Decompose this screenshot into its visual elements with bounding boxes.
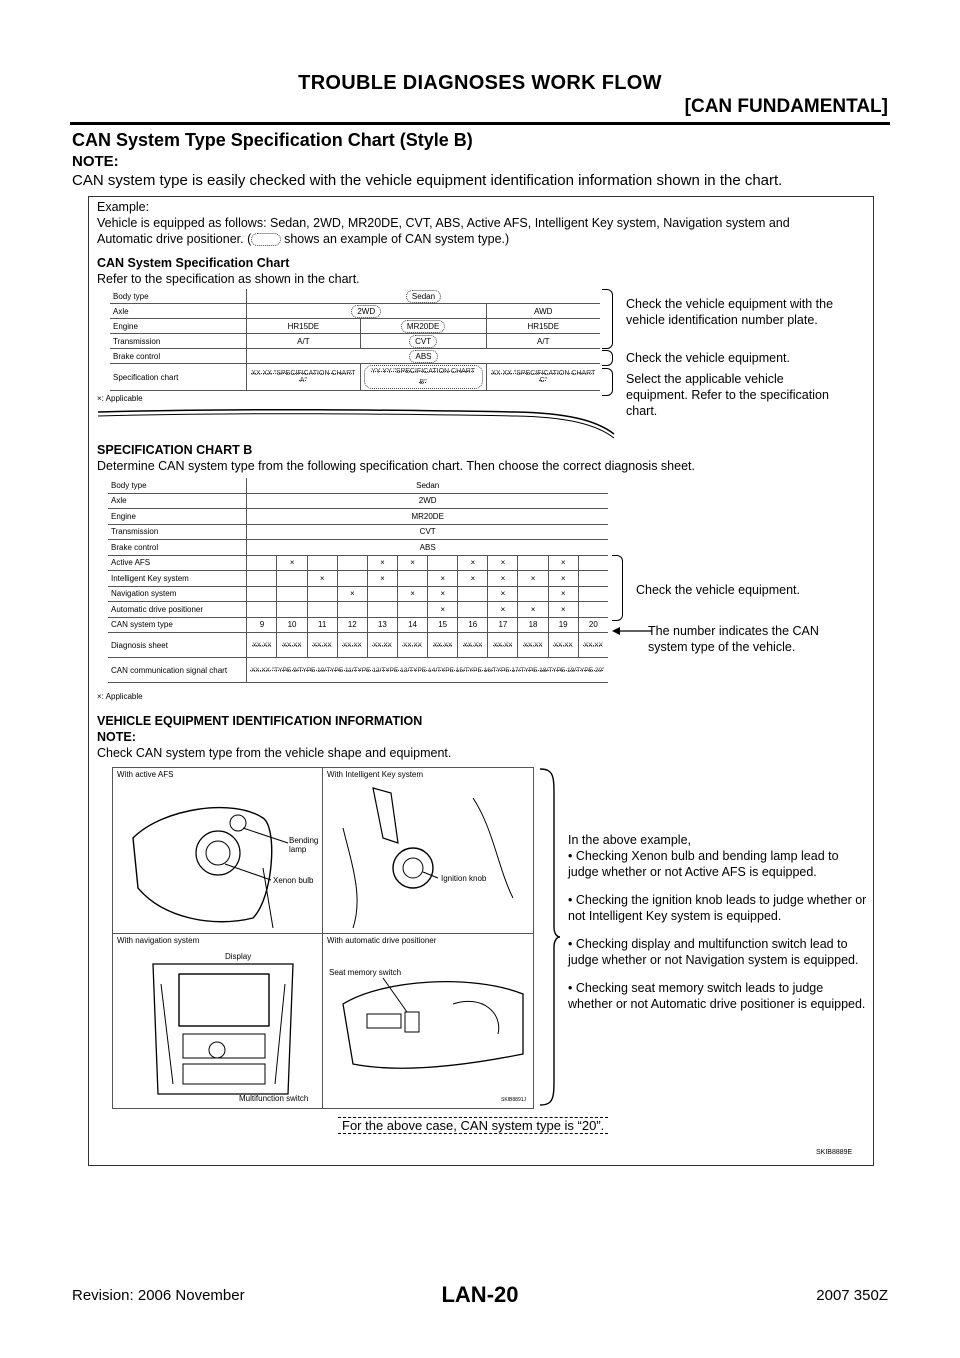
mark-cell [277, 586, 307, 602]
chart-b-feature-row [108, 571, 608, 587]
chart-b-callout-1: Check the vehicle equipment. [636, 583, 800, 597]
note-text: CAN system type is easily checked with the vehicle equipment identification information shown in the chart. [72, 172, 783, 189]
mark-cell: × [488, 555, 518, 571]
cell [578, 571, 608, 587]
mark-cell: × [458, 571, 488, 587]
mark-cell: × [397, 555, 427, 571]
label-xenon-bulb: Xenon bulb [273, 876, 314, 885]
mark-cell: × [488, 586, 518, 602]
large-brace [538, 767, 562, 1107]
example-line-2 [97, 232, 509, 246]
mark-cell [277, 602, 307, 618]
diagnosis-sheet-cell: XX.XX [578, 633, 608, 658]
mark-cell [337, 602, 367, 618]
cell [360, 364, 486, 391]
row-label: Diagnosis sheet [108, 633, 247, 658]
row-label: Brake control [108, 540, 247, 556]
small-figure-code: SKIB8891J [501, 1097, 527, 1103]
row-label: Brake control [110, 349, 247, 364]
bullets-intro: In the above example, [568, 833, 691, 847]
chart-b-type-row [108, 617, 608, 633]
row-value: CVT [247, 524, 608, 540]
diagnosis-sheet-cell: XX.XX [488, 633, 518, 658]
brace [612, 555, 623, 621]
diagnosis-sheet-cell: XX.XX [277, 633, 307, 658]
panel-title: With navigation system [117, 936, 200, 945]
ignition-illustration [323, 768, 533, 934]
cell [578, 555, 608, 571]
spec-applicable-note: ×: Applicable [97, 394, 143, 403]
spec-callout-1: Check the vehicle equipment with the vehicle identification number plate. [626, 297, 834, 327]
spec-row-transmission [110, 334, 600, 349]
row-value: 2WD [247, 493, 608, 509]
bullet-item: • Checking the ignition knob leads to judge whether or not Intelligent Key system is equipped. [568, 893, 867, 923]
cell-value: CVT [409, 335, 437, 348]
mark-cell [458, 602, 488, 618]
can-type-cell: 20 [578, 617, 608, 633]
mark-cell: × [428, 586, 458, 602]
diagnosis-sheet-cell: XX.XX [367, 633, 397, 658]
dotted-marker-icon [251, 233, 280, 246]
spec-callout-3: Select the applicable vehicle equipment. Refer to the specification chart. [626, 372, 829, 418]
cell: AWD [486, 304, 600, 319]
spec-callout-2: Check the vehicle equipment. [626, 351, 790, 365]
mark-cell: × [307, 571, 337, 587]
brace [602, 368, 613, 396]
cell [578, 602, 608, 618]
mark-cell: × [277, 555, 307, 571]
ident-note-heading: NOTE: [97, 730, 136, 744]
can-type-cell: 12 [337, 617, 367, 633]
chart-b-intro: Determine CAN system type from the following specification chart. Then choose the correct diagnosis sheet. [97, 459, 695, 473]
chart-b-feature-row [108, 602, 608, 618]
diagnosis-sheet-cell: XX.XX [548, 633, 578, 658]
mark-cell: × [397, 586, 427, 602]
mark-cell: × [488, 602, 518, 618]
can-type-cell: 19 [548, 617, 578, 633]
diagnosis-sheet-cell: XX.XX [397, 633, 427, 658]
conclusion-box [338, 1117, 608, 1134]
footer-model: 2007 350Z [816, 1287, 888, 1304]
chart-b-heading: SPECIFICATION CHART B [97, 443, 253, 457]
mark-cell [307, 555, 337, 571]
mark-cell [277, 571, 307, 587]
cell-value: YY YY "SPECIFICATION CHART B" [364, 365, 483, 389]
mark-cell: × [548, 586, 578, 602]
mark-cell [428, 555, 458, 571]
chart-b-row [108, 509, 608, 525]
panel-title: With Intelligent Key system [327, 770, 424, 779]
mark-cell [367, 602, 397, 618]
spec-chart-table [110, 289, 600, 391]
diagnosis-sheet-cell: XX.XX [337, 633, 367, 658]
cell: HR15DE [486, 319, 600, 334]
chart-b-callout-2: The number indicates the CAN system type of the vehicle. [648, 624, 819, 654]
cell [247, 571, 277, 587]
row-label: Transmission [110, 334, 247, 349]
chart-b-diag-row [108, 633, 608, 658]
cell-value: ABS [409, 350, 437, 363]
cell [247, 555, 277, 571]
label-seat-memory-switch: Seat memory switch [329, 968, 402, 977]
row-label: Intelligent Key system [108, 571, 247, 587]
example-line-1: Vehicle is equipped as follows: Sedan, 2WD, MR20DE, CVT, ABS, Active AFS, Intelligent Key system, Navigation system and [97, 216, 790, 230]
row-label: Active AFS [108, 555, 247, 571]
brace [602, 350, 613, 366]
mark-cell [458, 586, 488, 602]
ident-heading: VEHICLE EQUIPMENT IDENTIFICATION INFORMATION [97, 714, 423, 728]
arrow-left-icon [612, 626, 652, 636]
cell [247, 586, 277, 602]
note-heading: NOTE: [72, 153, 119, 170]
bullet-item: • Checking seat memory switch leads to judge whether or not Automatic drive positioner is equipped. [568, 981, 866, 1011]
cell [360, 319, 486, 334]
example-line-2b: shows an example of CAN system type.) [280, 232, 510, 246]
chart-b-row [108, 478, 608, 493]
mark-cell: × [518, 571, 548, 587]
panel-active-afs [112, 767, 324, 935]
navigation-illustration [113, 934, 323, 1108]
chart-b-row [108, 524, 608, 540]
mark-cell [307, 586, 337, 602]
panel-intelligent-key [322, 767, 534, 935]
mark-cell [337, 555, 367, 571]
panel-drive-positioner [322, 933, 534, 1109]
cell-value: MR20DE [401, 320, 445, 333]
can-type-cell: 9 [247, 617, 277, 633]
can-type-cell: 15 [428, 617, 458, 633]
row-label: CAN system type [108, 617, 247, 633]
diagnosis-sheet-cell: XX.XX [247, 633, 277, 658]
cell [578, 586, 608, 602]
row-value: ABS [247, 540, 608, 556]
row-label: Automatic drive positioner [108, 602, 247, 618]
mark-cell: × [548, 602, 578, 618]
bullet-item: • Checking Xenon bulb and bending lamp lead to judge whether or not Active AFS is equipped. [568, 849, 839, 879]
torn-edge-divider [96, 402, 616, 440]
bullet-item: • Checking display and multifunction switch lead to judge whether or not Navigation system is equipped. [568, 937, 859, 967]
example-heading: Example: [97, 200, 150, 214]
mark-cell: × [548, 571, 578, 587]
cell [360, 334, 486, 349]
mark-cell [518, 586, 548, 602]
mark-cell: × [518, 602, 548, 618]
cell [247, 304, 487, 319]
panel-title: With active AFS [117, 770, 174, 779]
door-panel-illustration [323, 934, 533, 1108]
mark-cell: × [337, 586, 367, 602]
cell: A/T [247, 334, 361, 349]
chart-b-row [108, 540, 608, 556]
mark-cell: × [367, 555, 397, 571]
diagnosis-sheet-cell: XX.XX [307, 633, 337, 658]
ident-note-text: Check CAN system type from the vehicle shape and equipment. [97, 746, 452, 760]
row-label: Body type [108, 478, 247, 493]
row-label: Body type [110, 289, 247, 304]
conclusion-text: For the above case, CAN system type is “20”. [342, 1118, 605, 1133]
comm-chart-value: XX.XX "TYPE 9/TYPE 10/TYPE 11/TYPE 12/TYPE 13/TYPE 14/TYPE 15/TYPE 16/TYPE 17/TYPE 18/TYPE 19/TYPE 20" [247, 658, 608, 683]
example-line-2a: Automatic drive positioner. ( [97, 232, 252, 246]
diagnosis-sheet-cell: XX.XX [518, 633, 548, 658]
mark-cell [397, 571, 427, 587]
cell-value: Sedan [406, 290, 441, 303]
mark-cell: × [367, 571, 397, 587]
cell [247, 602, 277, 618]
section-title: CAN System Type Specification Chart (Style B) [72, 130, 473, 150]
can-type-cell: 14 [397, 617, 427, 633]
mark-cell [397, 602, 427, 618]
can-type-cell: 11 [307, 617, 337, 633]
chart-b-row [108, 493, 608, 509]
row-label: Navigation system [108, 586, 247, 602]
cell: HR15DE [247, 319, 361, 334]
brace [602, 289, 613, 349]
mark-cell: × [548, 555, 578, 571]
row-label: Axle [110, 304, 247, 319]
can-type-cell: 17 [488, 617, 518, 633]
can-type-cell: 13 [367, 617, 397, 633]
cell: A/T [486, 334, 600, 349]
chart-b-applicable-note: ×: Applicable [97, 692, 143, 701]
row-value: MR20DE [247, 509, 608, 525]
row-value: Sedan [247, 478, 608, 493]
label-multifunction-switch: Multifunction switch [239, 1094, 309, 1103]
cell [247, 289, 601, 304]
can-type-cell: 18 [518, 617, 548, 633]
mark-cell: × [488, 571, 518, 587]
label-display: Display [225, 952, 252, 961]
panel-title: With automatic drive positioner [327, 936, 437, 945]
diagnosis-sheet-cell: XX.XX [428, 633, 458, 658]
figure-code: SKIB8889E [816, 1149, 853, 1156]
spec-chart-heading: CAN System Specification Chart [97, 256, 290, 270]
cell: XX XX "SPECIFICATION CHART C" [486, 364, 600, 391]
spec-row-body [110, 289, 600, 304]
chart-b-comm-row [108, 658, 608, 683]
cell: XX XX "SPECIFICATION CHART A" [247, 364, 361, 391]
chart-b-feature-row [108, 555, 608, 571]
cell [247, 349, 601, 364]
mark-cell [518, 555, 548, 571]
row-label: CAN communication signal chart [108, 658, 247, 683]
chart-b-feature-row [108, 586, 608, 602]
row-label: Specification chart [110, 364, 247, 391]
page-subtitle: [CAN FUNDAMENTAL] [684, 96, 888, 117]
footer-page-number: LAN-20 [441, 1282, 519, 1307]
cell-value: 2WD [351, 305, 381, 318]
mark-cell [367, 586, 397, 602]
can-type-cell: 16 [458, 617, 488, 633]
mark-cell [337, 571, 367, 587]
row-label: Engine [110, 319, 247, 334]
footer-revision: Revision: 2006 November [72, 1287, 245, 1304]
mark-cell: × [428, 571, 458, 587]
panel-navigation [112, 933, 324, 1109]
ident-bullets [568, 832, 868, 1024]
header-rule [70, 122, 890, 125]
row-label: Transmission [108, 524, 247, 540]
spec-row-chart [110, 364, 600, 391]
mark-cell: × [458, 555, 488, 571]
spec-row-engine [110, 319, 600, 334]
mark-cell [307, 602, 337, 618]
label-bending-lamp: Bending lamp [289, 836, 319, 854]
spec-row-axle [110, 304, 600, 319]
page-title: TROUBLE DIAGNOSES WORK FLOW [298, 72, 662, 94]
spec-row-brake [110, 349, 600, 364]
row-label: Engine [108, 509, 247, 525]
diagnosis-sheet-cell: XX.XX [458, 633, 488, 658]
mark-cell: × [428, 602, 458, 618]
can-type-cell: 10 [277, 617, 307, 633]
spec-chart-intro: Refer to the specification as shown in the chart. [97, 272, 360, 286]
chart-b-table [108, 478, 608, 683]
label-ignition-knob: Ignition knob [441, 874, 487, 883]
row-label: Axle [108, 493, 247, 509]
